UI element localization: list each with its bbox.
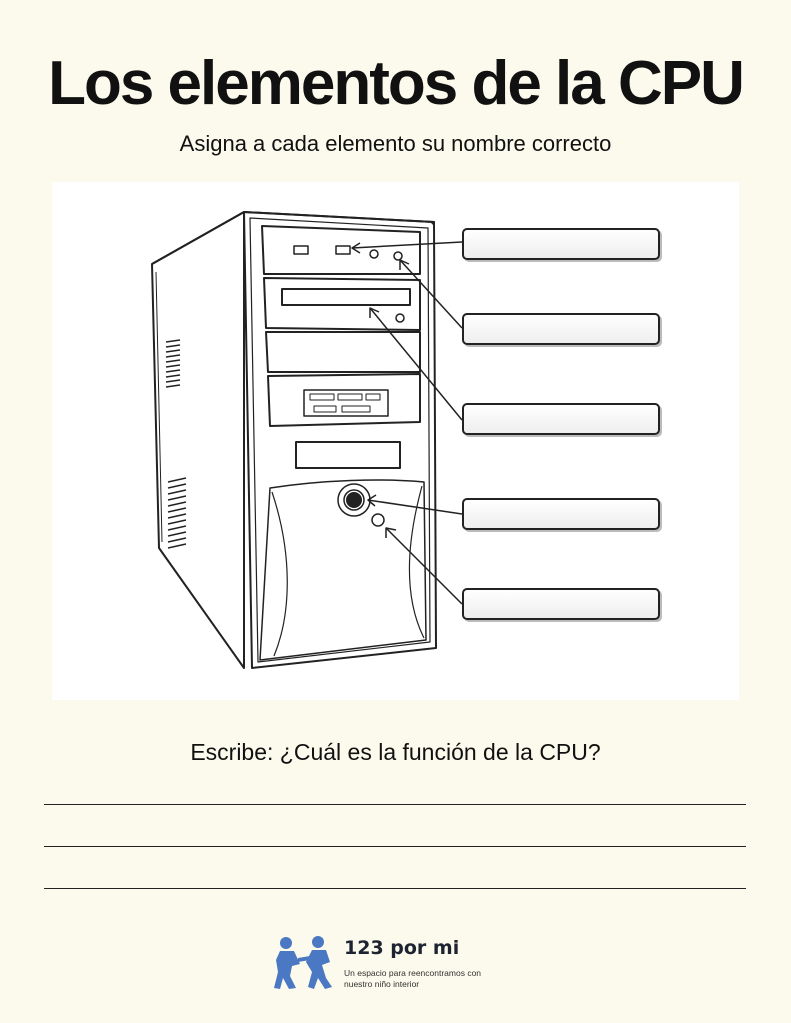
optical-drive-slot — [282, 289, 410, 305]
instructions: Asigna a cada elemento su nombre correcto — [179, 131, 612, 156]
page-title: Los elementos de la CPU — [48, 49, 743, 118]
tower-side-panel — [152, 212, 244, 668]
brand-name: 123 por mi — [344, 937, 460, 959]
reset-button-icon — [372, 514, 384, 526]
side-vent-icon — [166, 340, 180, 387]
answer-box-usb-ports[interactable] — [462, 228, 660, 260]
answer-box-reset-button[interactable] — [462, 588, 660, 620]
top-port-bay — [262, 226, 420, 274]
usb-port-icon — [294, 246, 308, 254]
answer-box-optical-drive[interactable] — [462, 403, 660, 435]
audio-jack-icon — [370, 250, 378, 258]
footer-logo — [248, 928, 504, 994]
cpu-diagram — [52, 182, 739, 700]
front-slot — [296, 442, 400, 468]
usb-port-icon — [336, 246, 350, 254]
brand-tagline: Un espacio para reencontramos con nuestro niño interior — [344, 968, 482, 989]
lower-vent-icon — [168, 478, 186, 548]
answer-line[interactable] — [44, 888, 746, 889]
answer-line[interactable] — [44, 804, 746, 805]
empty-bay — [266, 332, 420, 372]
answer-line[interactable] — [44, 846, 746, 847]
answer-box-power-button[interactable] — [462, 498, 660, 530]
answer-box-audio-jack[interactable] — [462, 313, 660, 345]
writing-prompt: Escribe: ¿Cuál es la función de la CPU? — [190, 739, 601, 765]
audio-jack-icon — [394, 252, 402, 260]
two-children-playing-icon — [274, 934, 332, 990]
